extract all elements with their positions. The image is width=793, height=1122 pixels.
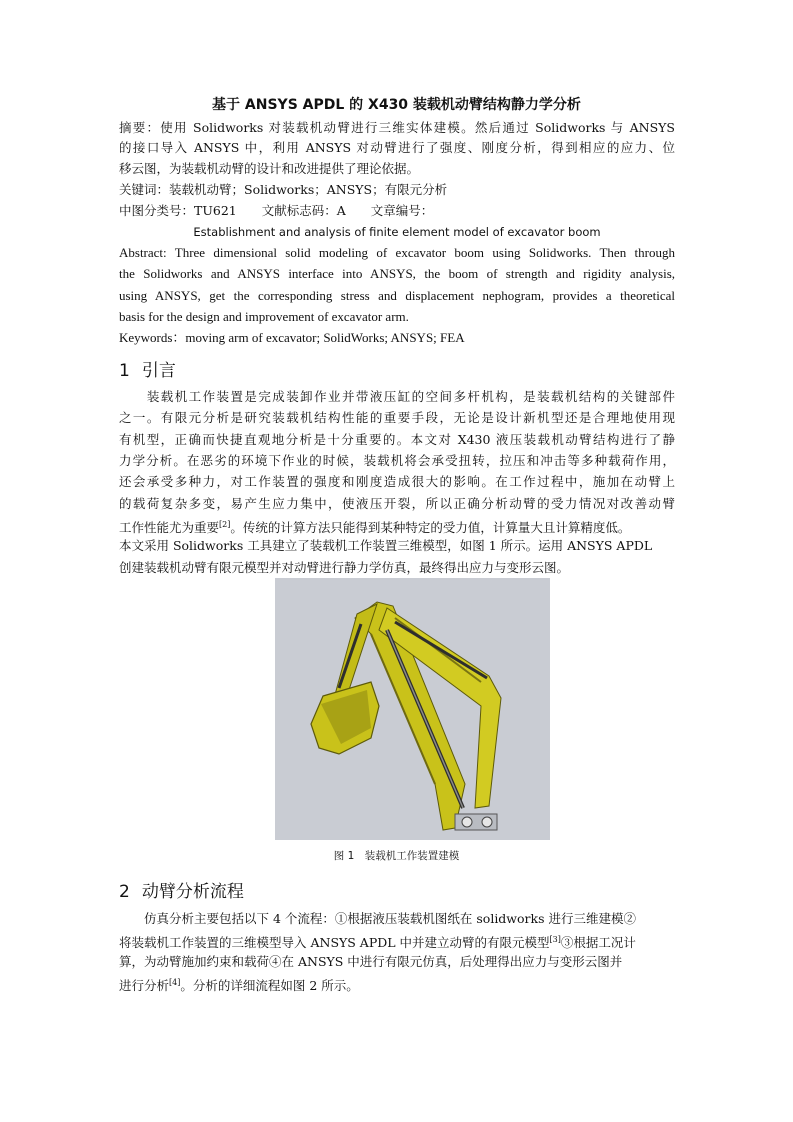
abstract-en-line: basis for the design and improvement of excavator arm. — [119, 309, 409, 324]
abstract-cn-line: 的接口导入 ANSYS 中，利用 ANSYS 对动臂进行了强度、刚度分析，得到相应的应力、位 — [119, 140, 675, 155]
section-1-number: 1 — [119, 361, 130, 381]
figure-1-caption: 图 1 装载机工作装置建模 — [333, 850, 460, 862]
section-1-line: 力学分析。在恶劣的环境下作业的时候，装载机将会承受扭转，拉压和冲击等多种载荷作用， — [119, 453, 675, 468]
section-2-number: 2 — [119, 882, 130, 902]
section-2-line-with-ref: 进行分析[4]。分析的详细流程如图 2 所示。 — [119, 978, 359, 994]
section-1-line-with-ref: 工作性能尤为重要[2]。传统的计算方法只能得到某种特定的受力值，计算量大且计算精度低。 — [119, 520, 631, 536]
citation-ref[interactable]: [2] — [219, 520, 231, 529]
citation-ref[interactable]: [3] — [549, 935, 561, 944]
classification-line: 中图分类号：TU621 文献标志码：A 文章编号： — [119, 203, 434, 218]
keywords-en: Keywords：moving arm of excavator; SolidWorks; ANSYS; FEA — [119, 330, 465, 345]
section-1-line: 之一。有限元分析是研究装载机结构性能的重要手段，无论是设计新机型还是合理地使用现 — [119, 410, 675, 425]
section-1-line: 的载荷复杂多变，易产生应力集中，使液压开裂，所以正确分析动臂的受力情况对改善动臂 — [119, 496, 675, 511]
title-en: Establishment and analysis of finite element model of excavator boom — [193, 225, 601, 239]
loader-arm-illustration — [275, 578, 550, 840]
figure-1-image — [275, 578, 550, 840]
section-2-line: 仿真分析主要包括以下 4 个流程：①根据液压装载机图纸在 solidworks 进行三维建模② — [119, 911, 636, 926]
abstract-en-line: the Solidworks and ANSYS interface into ANSYS, the boom of strength and rigidity analysis, — [119, 266, 675, 281]
section-1-line: 还会承受多种力，对工作装置的强度和刚度造成很大的影响。在工作过程中，施加在动臂上 — [119, 474, 675, 489]
abstract-cn-line: 摘要：使用 Solidworks 对装载机动臂进行三维实体建模。然后通过 Solidworks 与 ANSYS — [119, 120, 675, 135]
section-1-line: 有机型，正确而快捷直观地分析是十分重要的。本文对 X430 液压装载机动臂结构进行了静 — [119, 432, 675, 447]
abstract-en-line: Abstract: Three dimensional solid modeling of excavator boom using Solidworks. Then through — [119, 245, 675, 260]
section-1-line: 本文采用 Solidworks 工具建立了装载机工作装置三维模型，如图 1 所示。运用 ANSYS APDL — [119, 538, 653, 553]
abstract-en-line: using ANSYS, get the corresponding stress and displacement nephogram, provides a theoretical — [119, 288, 675, 303]
section-2-line: 算，为动臂施加约束和载荷④在 ANSYS 中进行有限元仿真，后处理得出应力与变形云图并 — [119, 954, 623, 969]
section-2-title: 动臂分析流程 — [141, 882, 244, 902]
section-1-line: 创建装载机动臂有限元模型并对动臂进行静力学仿真，最终得出应力与变形云图。 — [119, 560, 570, 575]
abstract-cn-line: 移云图，为装载机动臂的设计和改进提供了理论依据。 — [119, 161, 420, 176]
citation-ref[interactable]: [4] — [169, 978, 181, 987]
section-2-line-with-ref: 将装载机工作装置的三维模型导入 ANSYS APDL 中并建立动臂的有限元模型[3]③根据工况计 — [119, 935, 636, 951]
section-1-heading — [119, 356, 188, 381]
paper-title: 基于 ANSYS APDL 的 X430 装载机动臂结构静力学分析 — [212, 97, 581, 113]
section-2-heading — [119, 877, 256, 902]
section-1-title: 引言 — [141, 361, 176, 381]
section-1-line: 装载机工作装置是完成装卸作业并带液压缸的空间多杆机构，是装载机结构的关键部件 — [119, 389, 675, 404]
keywords-cn: 关键词：装载机动臂；Solidworks；ANSYS；有限元分析 — [119, 182, 448, 197]
